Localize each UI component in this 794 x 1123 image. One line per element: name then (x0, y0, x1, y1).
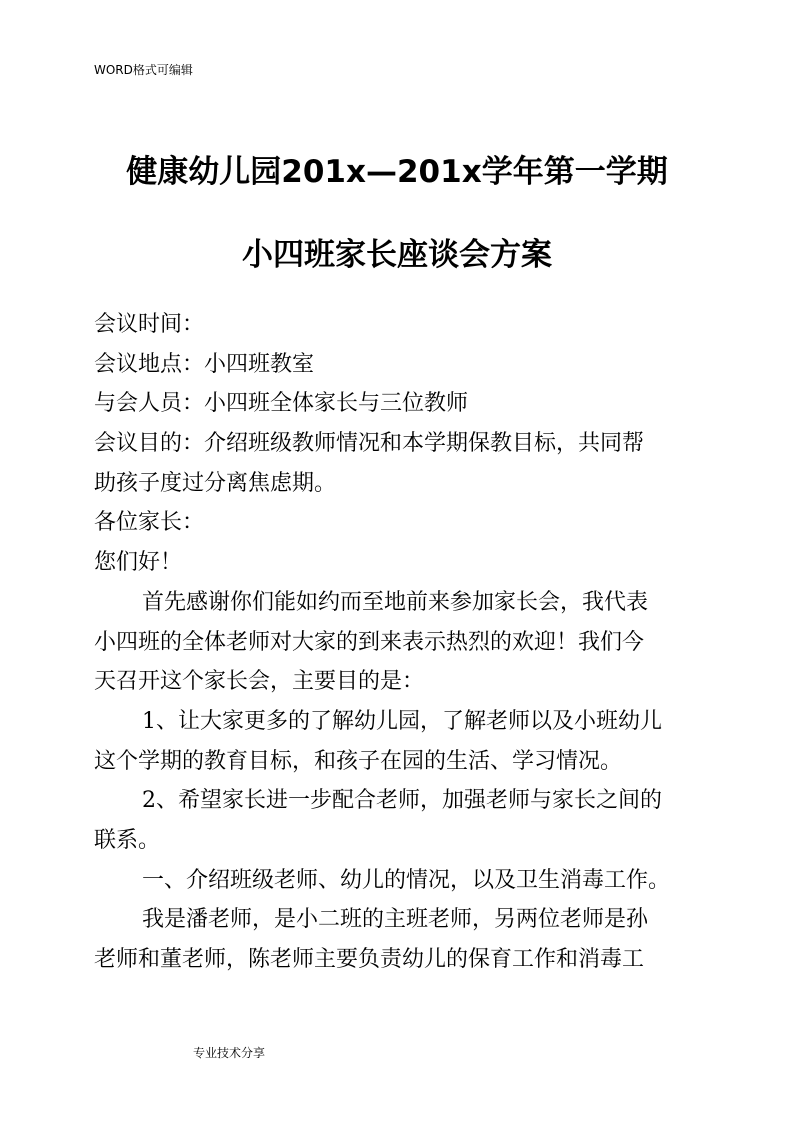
body-line: 这个学期的教育目标，和孩子在园的生活、学习情况。 (94, 748, 623, 774)
body-line: 1、让大家更多的了解幼儿园，了解老师以及小班幼儿 (142, 708, 662, 734)
body-line: 老师和董老师，陈老师主要负责幼儿的保育工作和消毒工 (94, 947, 645, 972)
body-line: 您们好！ (94, 550, 183, 576)
document-title-line2: 小四班家长座谈会方案 (242, 237, 552, 273)
body-line: 联系。 (94, 827, 161, 853)
body-line: 天召开这个家长会，主要目的是： (94, 669, 425, 695)
document-title-line1: 健康幼儿园201x—201x学年第一学期 (126, 154, 668, 190)
body-line: 会议地点：小四班教室 (94, 351, 315, 377)
body-line: 助孩子度过分离焦虑期。 (94, 470, 337, 496)
body-line: 我是潘老师，是小二班的主班老师，另两位老师是孙 (142, 907, 649, 933)
header-note: WORD格式可编辑 (94, 63, 193, 77)
body-line: 各位家长： (94, 510, 205, 536)
document-body (94, 305, 706, 980)
body-line: 一、介绍班级老师、幼儿的情况，以及卫生消毒工作。 (142, 867, 671, 893)
body-line: 小四班的全体老师对大家的到来表示热烈的欢迎！我们今 (94, 629, 645, 655)
body-line: 首先感谢你们能如约而至地前来参加家长会，我代表 (142, 589, 649, 615)
body-line: 2、希望家长进一步配合老师，加强老师与家长之间的 (142, 788, 662, 814)
body-line: 与会人员：小四班全体家长与三位教师 (94, 391, 469, 417)
footer-note: 专业技术分享 (193, 1046, 266, 1060)
body-line: 会议时间： (94, 312, 205, 337)
body-line: 会议目的：介绍班级教师情况和本学期保教目标，共同帮 (94, 431, 645, 457)
